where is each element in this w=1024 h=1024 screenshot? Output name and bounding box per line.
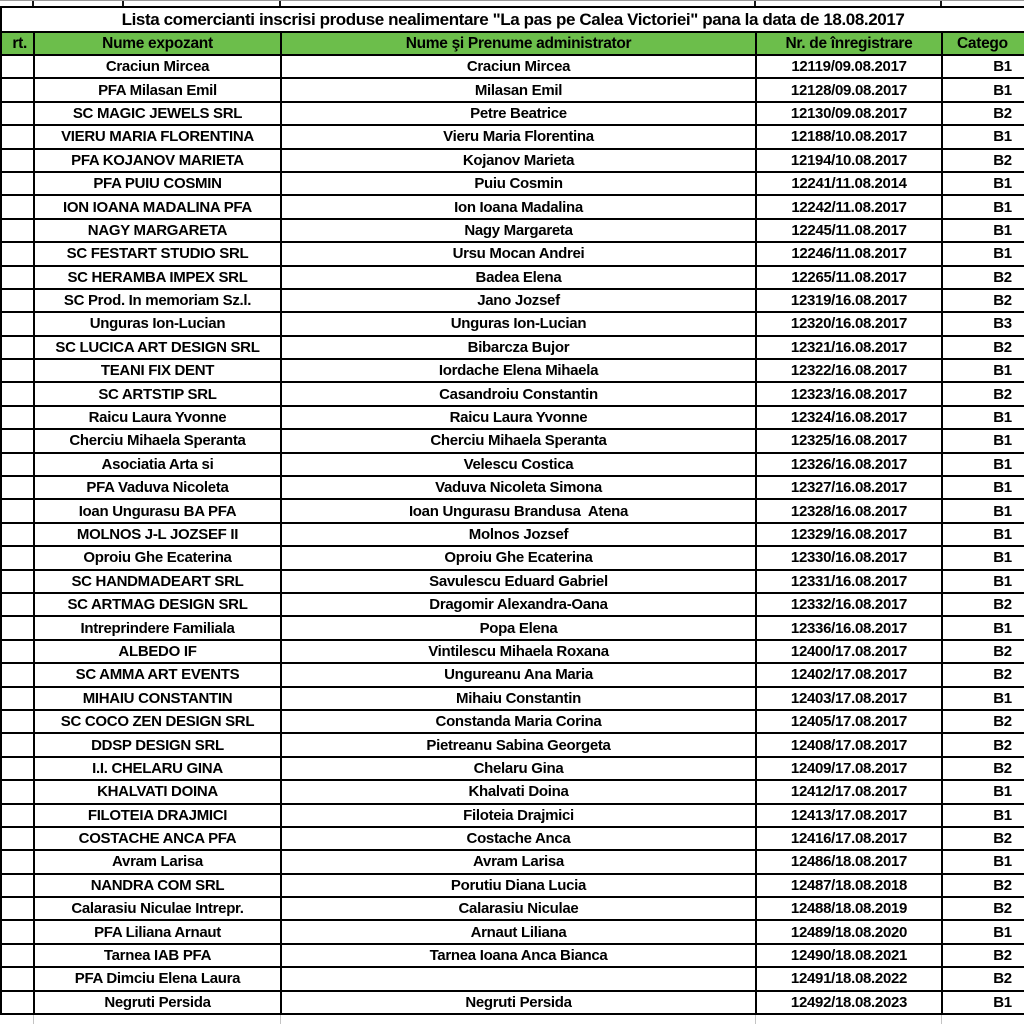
cell-expozant[interactable]: KHALVATI DOINA: [34, 780, 281, 803]
cell-nr-crt[interactable]: [1, 499, 34, 522]
cell-expozant[interactable]: NAGY MARGARETA: [34, 219, 281, 242]
cell-nr-crt[interactable]: [1, 242, 34, 265]
cell-expozant[interactable]: SC COCO ZEN DESIGN SRL: [34, 710, 281, 733]
cell-categoria[interactable]: B1: [942, 804, 1024, 827]
cell-inregistrare[interactable]: 12321/16.08.2017: [756, 336, 942, 359]
cell-administrator[interactable]: Savulescu Eduard Gabriel: [281, 570, 756, 593]
cell-nr-crt[interactable]: [1, 780, 34, 803]
cell-expozant[interactable]: Intreprindere Familiala: [34, 616, 281, 639]
cell-inregistrare[interactable]: 12336/16.08.2017: [756, 616, 942, 639]
cell-administrator[interactable]: Iordache Elena Mihaela: [281, 359, 756, 382]
cell-administrator[interactable]: Arnaut Liliana: [281, 920, 756, 943]
cell-inregistrare[interactable]: 12323/16.08.2017: [756, 382, 942, 405]
cell-nr-crt[interactable]: [1, 266, 34, 289]
cell-expozant[interactable]: DDSP DESIGN SRL: [34, 733, 281, 756]
cell-expozant[interactable]: SC FESTART STUDIO SRL: [34, 242, 281, 265]
cell-categoria[interactable]: B1: [942, 125, 1024, 148]
cell-expozant[interactable]: SC LUCICA ART DESIGN SRL: [34, 336, 281, 359]
cell-categoria[interactable]: B1: [942, 499, 1024, 522]
cell-inregistrare[interactable]: 12413/17.08.2017: [756, 804, 942, 827]
header-row: [1, 32, 1024, 55]
col-header-categoria[interactable]: Catego: [942, 32, 1024, 55]
cell-administrator[interactable]: Khalvati Doina: [281, 780, 756, 803]
cell-inregistrare[interactable]: 12246/11.08.2017: [756, 242, 942, 265]
cell-nr-crt[interactable]: [1, 359, 34, 382]
cell-categoria[interactable]: B2: [942, 874, 1024, 897]
table-row: [1, 663, 1024, 686]
cell-nr-crt[interactable]: [1, 850, 34, 873]
cell-categoria[interactable]: B2: [942, 382, 1024, 405]
cell-nr-crt[interactable]: [1, 804, 34, 827]
table-row: [1, 242, 1024, 265]
cell-administrator[interactable]: Ion Ioana Madalina: [281, 195, 756, 218]
cell-expozant[interactable]: Avram Larisa: [34, 850, 281, 873]
cell-categoria[interactable]: B1: [942, 429, 1024, 452]
table-row: [1, 523, 1024, 546]
cell-expozant[interactable]: SC ARTMAG DESIGN SRL: [34, 593, 281, 616]
cell-categoria[interactable]: B2: [942, 640, 1024, 663]
cell-expozant[interactable]: PFA Milasan Emil: [34, 78, 281, 101]
cell-inregistrare[interactable]: 12245/11.08.2017: [756, 219, 942, 242]
cell-inregistrare[interactable]: 12328/16.08.2017: [756, 499, 942, 522]
table-row: [1, 687, 1024, 710]
gridline: [941, 1015, 942, 1024]
cell-nr-crt[interactable]: [1, 149, 34, 172]
cell-administrator[interactable]: Oproiu Ghe Ecaterina: [281, 546, 756, 569]
cell-administrator[interactable]: Negruti Persida: [281, 991, 756, 1014]
cell-inregistrare[interactable]: 12331/16.08.2017: [756, 570, 942, 593]
cell-nr-crt[interactable]: [1, 476, 34, 499]
cell-nr-crt[interactable]: [1, 453, 34, 476]
col-header-nr-crt[interactable]: rt.: [1, 32, 34, 55]
cell-administrator[interactable]: Vaduva Nicoleta Simona: [281, 476, 756, 499]
cell-categoria[interactable]: B2: [942, 710, 1024, 733]
cell-nr-crt[interactable]: [1, 289, 34, 312]
cell-nr-crt[interactable]: [1, 312, 34, 335]
cell-expozant[interactable]: Oproiu Ghe Ecaterina: [34, 546, 281, 569]
merchants-table: [0, 6, 1024, 1015]
cell-categoria[interactable]: B1: [942, 195, 1024, 218]
cell-inregistrare[interactable]: 12400/17.08.2017: [756, 640, 942, 663]
table-row: [1, 125, 1024, 148]
cell-administrator[interactable]: Pietreanu Sabina Georgeta: [281, 733, 756, 756]
cell-categoria[interactable]: B1: [942, 172, 1024, 195]
cell-categoria[interactable]: B1: [942, 570, 1024, 593]
cell-administrator[interactable]: Molnos Jozsef: [281, 523, 756, 546]
cell-expozant[interactable]: PFA KOJANOV MARIETA: [34, 149, 281, 172]
cell-categoria[interactable]: B2: [942, 593, 1024, 616]
cell-inregistrare[interactable]: 12330/16.08.2017: [756, 546, 942, 569]
table-row: [1, 733, 1024, 756]
cell-categoria[interactable]: B2: [942, 102, 1024, 125]
cell-nr-crt[interactable]: [1, 429, 34, 452]
cell-expozant[interactable]: PFA Liliana Arnaut: [34, 920, 281, 943]
cell-expozant[interactable]: Calarasiu Niculae Intrepr.: [34, 897, 281, 920]
table-row: [1, 102, 1024, 125]
cell-categoria[interactable]: B2: [942, 266, 1024, 289]
cell-nr-crt[interactable]: [1, 546, 34, 569]
cell-expozant[interactable]: TEANI FIX DENT: [34, 359, 281, 382]
cell-inregistrare[interactable]: 12326/16.08.2017: [756, 453, 942, 476]
cell-expozant[interactable]: COSTACHE ANCA PFA: [34, 827, 281, 850]
cell-administrator[interactable]: Milasan Emil: [281, 78, 756, 101]
cell-categoria[interactable]: B2: [942, 897, 1024, 920]
cell-categoria[interactable]: B1: [942, 242, 1024, 265]
gridline: [33, 1015, 34, 1024]
table-row: [1, 827, 1024, 850]
cell-expozant[interactable]: Ioan Ungurasu BA PFA: [34, 499, 281, 522]
cell-inregistrare[interactable]: 12324/16.08.2017: [756, 406, 942, 429]
cell-nr-crt[interactable]: [1, 406, 34, 429]
cell-nr-crt[interactable]: [1, 710, 34, 733]
table-row: [1, 757, 1024, 780]
cell-inregistrare[interactable]: 12403/17.08.2017: [756, 687, 942, 710]
cell-administrator[interactable]: Chelaru Gina: [281, 757, 756, 780]
cell-categoria[interactable]: B1: [942, 991, 1024, 1014]
cell-categoria[interactable]: B2: [942, 663, 1024, 686]
cell-nr-crt[interactable]: [1, 219, 34, 242]
cell-administrator[interactable]: Ungureanu Ana Maria: [281, 663, 756, 686]
table-row: [1, 780, 1024, 803]
cell-expozant[interactable]: Raicu Laura Yvonne: [34, 406, 281, 429]
cell-nr-crt[interactable]: [1, 336, 34, 359]
cell-expozant[interactable]: SC HANDMADEART SRL: [34, 570, 281, 593]
cell-inregistrare[interactable]: 12405/17.08.2017: [756, 710, 942, 733]
table-row: [1, 219, 1024, 242]
table-row: [1, 640, 1024, 663]
cell-nr-crt[interactable]: [1, 102, 34, 125]
table-row: [1, 289, 1024, 312]
cell-expozant[interactable]: PFA PUIU COSMIN: [34, 172, 281, 195]
table-row: [1, 546, 1024, 569]
cell-categoria[interactable]: B2: [942, 733, 1024, 756]
cell-nr-crt[interactable]: [1, 593, 34, 616]
cell-categoria[interactable]: B1: [942, 55, 1024, 78]
cell-expozant[interactable]: Asociatia Arta si: [34, 453, 281, 476]
cell-categoria[interactable]: B1: [942, 523, 1024, 546]
table-row: [1, 944, 1024, 967]
table-row: [1, 359, 1024, 382]
cell-administrator[interactable]: Costache Anca: [281, 827, 756, 850]
table-row: [1, 453, 1024, 476]
cell-categoria[interactable]: B1: [942, 359, 1024, 382]
cell-expozant[interactable]: PFA Dimciu Elena Laura: [34, 967, 281, 990]
cell-administrator[interactable]: Filoteia Drajmici: [281, 804, 756, 827]
cell-inregistrare[interactable]: 12402/17.08.2017: [756, 663, 942, 686]
cell-administrator[interactable]: [281, 967, 756, 990]
cell-administrator[interactable]: Unguras Ion-Lucian: [281, 312, 756, 335]
cell-nr-crt[interactable]: [1, 827, 34, 850]
cell-nr-crt[interactable]: [1, 733, 34, 756]
cell-categoria[interactable]: B2: [942, 944, 1024, 967]
cell-administrator[interactable]: Nagy Margareta: [281, 219, 756, 242]
cell-categoria[interactable]: B1: [942, 616, 1024, 639]
cell-categoria[interactable]: B1: [942, 920, 1024, 943]
table-row: [1, 406, 1024, 429]
table-row: [1, 336, 1024, 359]
title-row: [1, 7, 1024, 32]
cell-expozant[interactable]: ALBEDO IF: [34, 640, 281, 663]
cell-expozant[interactable]: Negruti Persida: [34, 991, 281, 1014]
cell-categoria[interactable]: B2: [942, 336, 1024, 359]
cell-administrator[interactable]: Puiu Cosmin: [281, 172, 756, 195]
cell-inregistrare[interactable]: 12327/16.08.2017: [756, 476, 942, 499]
table-row: [1, 55, 1024, 78]
cell-inregistrare[interactable]: 12242/11.08.2017: [756, 195, 942, 218]
cell-inregistrare[interactable]: 12416/17.08.2017: [756, 827, 942, 850]
cell-nr-crt[interactable]: [1, 195, 34, 218]
table-row: [1, 850, 1024, 873]
cell-expozant[interactable]: MIHAIU CONSTANTIN: [34, 687, 281, 710]
cell-categoria[interactable]: B1: [942, 780, 1024, 803]
cell-nr-crt[interactable]: [1, 382, 34, 405]
cell-inregistrare[interactable]: 12188/10.08.2017: [756, 125, 942, 148]
cell-administrator[interactable]: Raicu Laura Yvonne: [281, 406, 756, 429]
table-row: [1, 195, 1024, 218]
table-row: [1, 476, 1024, 499]
cell-administrator[interactable]: Cherciu Mihaela Speranta: [281, 429, 756, 452]
cell-expozant[interactable]: Cherciu Mihaela Speranta: [34, 429, 281, 452]
cell-inregistrare[interactable]: 12265/11.08.2017: [756, 266, 942, 289]
cell-categoria[interactable]: B3: [942, 312, 1024, 335]
cell-categoria[interactable]: B1: [942, 476, 1024, 499]
table-row: [1, 570, 1024, 593]
cell-expozant[interactable]: PFA Vaduva Nicoleta: [34, 476, 281, 499]
cell-expozant[interactable]: VIERU MARIA FLORENTINA: [34, 125, 281, 148]
cell-nr-crt[interactable]: [1, 967, 34, 990]
cell-nr-crt[interactable]: [1, 687, 34, 710]
cell-nr-crt[interactable]: [1, 125, 34, 148]
cell-inregistrare[interactable]: 12490/18.08.2021: [756, 944, 942, 967]
cell-categoria[interactable]: B2: [942, 967, 1024, 990]
cell-administrator[interactable]: Bibarcza Bujor: [281, 336, 756, 359]
cell-expozant[interactable]: SC Prod. In memoriam Sz.l.: [34, 289, 281, 312]
cell-inregistrare[interactable]: 12319/16.08.2017: [756, 289, 942, 312]
cell-inregistrare[interactable]: 12488/18.08.2019: [756, 897, 942, 920]
cell-expozant[interactable]: Tarnea IAB PFA: [34, 944, 281, 967]
cell-expozant[interactable]: Unguras Ion-Lucian: [34, 312, 281, 335]
cell-categoria[interactable]: B1: [942, 219, 1024, 242]
cell-inregistrare[interactable]: 12408/17.08.2017: [756, 733, 942, 756]
cell-inregistrare[interactable]: 12119/09.08.2017: [756, 55, 942, 78]
cell-categoria[interactable]: B1: [942, 406, 1024, 429]
cell-categoria[interactable]: B1: [942, 453, 1024, 476]
cell-administrator[interactable]: Ioan Ungurasu Brandusa Atena: [281, 499, 756, 522]
table-row: [1, 874, 1024, 897]
cell-administrator[interactable]: Jano Jozsef: [281, 289, 756, 312]
cell-inregistrare[interactable]: 12409/17.08.2017: [756, 757, 942, 780]
cell-administrator[interactable]: Dragomir Alexandra-Oana: [281, 593, 756, 616]
table-row: [1, 382, 1024, 405]
col-header-inregistrare[interactable]: Nr. de înregistrare: [756, 32, 942, 55]
cell-nr-crt[interactable]: [1, 616, 34, 639]
cell-administrator[interactable]: Vintilescu Mihaela Roxana: [281, 640, 756, 663]
cell-administrator[interactable]: Mihaiu Constantin: [281, 687, 756, 710]
cell-nr-crt[interactable]: [1, 640, 34, 663]
table-row: [1, 710, 1024, 733]
cell-categoria[interactable]: B1: [942, 850, 1024, 873]
cell-inregistrare[interactable]: 12412/17.08.2017: [756, 780, 942, 803]
col-header-nume-expozant[interactable]: Nume expozant: [34, 32, 281, 55]
cell-administrator[interactable]: Porutiu Diana Lucia: [281, 874, 756, 897]
cell-administrator[interactable]: Ursu Mocan Andrei: [281, 242, 756, 265]
cell-administrator[interactable]: Badea Elena: [281, 266, 756, 289]
cell-categoria[interactable]: B2: [942, 757, 1024, 780]
cell-administrator[interactable]: Craciun Mircea: [281, 55, 756, 78]
cell-expozant[interactable]: MOLNOS J-L JOZSEF II: [34, 523, 281, 546]
gridline: [280, 1015, 281, 1024]
cell-administrator[interactable]: Casandroiu Constantin: [281, 382, 756, 405]
table-row: [1, 266, 1024, 289]
cell-inregistrare[interactable]: 12491/18.08.2022: [756, 967, 942, 990]
cell-administrator[interactable]: Calarasiu Niculae: [281, 897, 756, 920]
cell-inregistrare[interactable]: 12128/09.08.2017: [756, 78, 942, 101]
cell-expozant[interactable]: SC MAGIC JEWELS SRL: [34, 102, 281, 125]
table-row: [1, 967, 1024, 990]
cell-nr-crt[interactable]: [1, 172, 34, 195]
cell-categoria[interactable]: B1: [942, 687, 1024, 710]
cell-inregistrare[interactable]: 12320/16.08.2017: [756, 312, 942, 335]
cell-categoria[interactable]: B2: [942, 289, 1024, 312]
cell-inregistrare[interactable]: 12487/18.08.2018: [756, 874, 942, 897]
cell-administrator[interactable]: Vieru Maria Florentina: [281, 125, 756, 148]
cell-inregistrare[interactable]: 12194/10.08.2017: [756, 149, 942, 172]
cell-inregistrare[interactable]: 12241/11.08.2014: [756, 172, 942, 195]
cell-nr-crt[interactable]: [1, 523, 34, 546]
cell-administrator[interactable]: Petre Beatrice: [281, 102, 756, 125]
cell-nr-crt[interactable]: [1, 944, 34, 967]
cell-administrator[interactable]: Kojanov Marieta: [281, 149, 756, 172]
cell-nr-crt[interactable]: [1, 55, 34, 78]
cell-nr-crt[interactable]: [1, 757, 34, 780]
cell-inregistrare[interactable]: 12322/16.08.2017: [756, 359, 942, 382]
cell-expozant[interactable]: SC AMMA ART EVENTS: [34, 663, 281, 686]
cell-inregistrare[interactable]: 12130/09.08.2017: [756, 102, 942, 125]
table-row: [1, 312, 1024, 335]
cell-categoria[interactable]: B2: [942, 827, 1024, 850]
table-row: [1, 991, 1024, 1014]
cell-nr-crt[interactable]: [1, 874, 34, 897]
cell-expozant[interactable]: FILOTEIA DRAJMICI: [34, 804, 281, 827]
cell-administrator[interactable]: Tarnea Ioana Anca Bianca: [281, 944, 756, 967]
table-row: [1, 149, 1024, 172]
table-row: [1, 897, 1024, 920]
cell-inregistrare[interactable]: 12325/16.08.2017: [756, 429, 942, 452]
gridline: [755, 1015, 756, 1024]
cell-expozant[interactable]: SC HERAMBA IMPEX SRL: [34, 266, 281, 289]
cell-inregistrare[interactable]: 12492/18.08.2023: [756, 991, 942, 1014]
table-row: [1, 920, 1024, 943]
cell-categoria[interactable]: B2: [942, 149, 1024, 172]
table-row: [1, 593, 1024, 616]
cell-nr-crt[interactable]: [1, 991, 34, 1014]
col-header-administrator[interactable]: Nume şi Prenume administrator: [281, 32, 756, 55]
table-row: [1, 172, 1024, 195]
table-row: [1, 804, 1024, 827]
cell-expozant[interactable]: ION IOANA MADALINA PFA: [34, 195, 281, 218]
cell-inregistrare[interactable]: 12329/16.08.2017: [756, 523, 942, 546]
table-row: [1, 78, 1024, 101]
cell-administrator[interactable]: Constanda Maria Corina: [281, 710, 756, 733]
cell-expozant[interactable]: Craciun Mircea: [34, 55, 281, 78]
cell-nr-crt[interactable]: [1, 78, 34, 101]
cell-expozant[interactable]: I.I. CHELARU GINA: [34, 757, 281, 780]
cell-administrator[interactable]: Avram Larisa: [281, 850, 756, 873]
table-row: [1, 616, 1024, 639]
cell-inregistrare[interactable]: 12489/18.08.2020: [756, 920, 942, 943]
cell-nr-crt[interactable]: [1, 570, 34, 593]
table-row: [1, 429, 1024, 452]
cell-inregistrare[interactable]: 12332/16.08.2017: [756, 593, 942, 616]
cell-nr-crt[interactable]: [1, 663, 34, 686]
cell-inregistrare[interactable]: 12486/18.08.2017: [756, 850, 942, 873]
cell-expozant[interactable]: SC ARTSTIP SRL: [34, 382, 281, 405]
cell-categoria[interactable]: B1: [942, 78, 1024, 101]
table-title[interactable]: Lista comercianti inscrisi produse nealimentare "La pas pe Calea Victoriei" pana la data de 18.08.2017: [1, 7, 1024, 32]
cell-categoria[interactable]: B1: [942, 546, 1024, 569]
cell-administrator[interactable]: Velescu Costica: [281, 453, 756, 476]
cell-nr-crt[interactable]: [1, 897, 34, 920]
table-row: [1, 499, 1024, 522]
cell-nr-crt[interactable]: [1, 920, 34, 943]
cell-expozant[interactable]: NANDRA COM SRL: [34, 874, 281, 897]
cell-administrator[interactable]: Popa Elena: [281, 616, 756, 639]
